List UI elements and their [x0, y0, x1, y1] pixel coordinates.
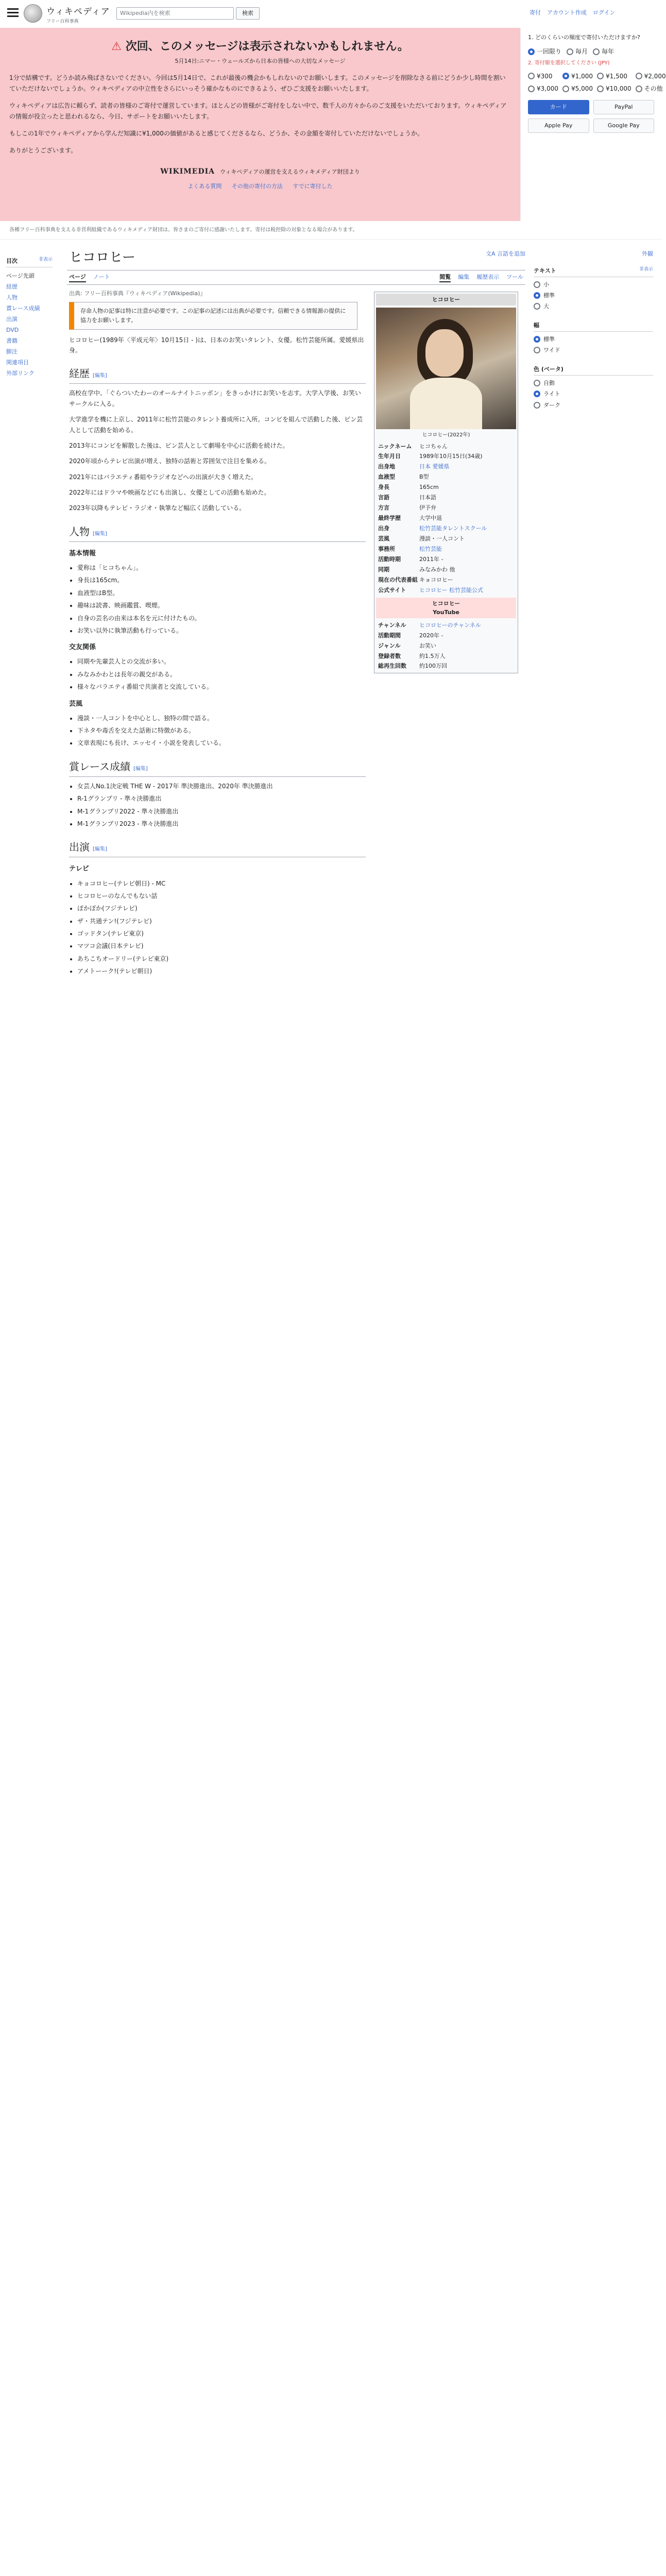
- infobox-row: チャンネル ヒコロヒーのチャンネル: [378, 621, 481, 629]
- color-block: [534, 365, 653, 409]
- donate-link[interactable]: 寄付: [530, 9, 541, 16]
- pay-paypal-button[interactable]: PayPal: [593, 100, 655, 114]
- infobox-row: 総再生回数 約100万回: [378, 663, 447, 670]
- list-item: • 趣味は読書、映画鑑賞、喫煙。: [77, 600, 366, 611]
- list-item: • みなみかわとは長年の親交がある。: [77, 669, 366, 680]
- amount-option[interactable]: ¥3,000: [528, 84, 558, 94]
- toc-item[interactable]: 経歴: [6, 283, 18, 291]
- bullet-list: [77, 878, 366, 977]
- text-option[interactable]: 標準: [534, 291, 653, 300]
- bullet-list: [77, 563, 366, 636]
- list-item: • ゴッドタン(テレビ東京): [77, 928, 366, 939]
- subsection-heading: 芸風: [69, 700, 83, 708]
- infobox-row: 活動期間 2020年 -: [378, 632, 443, 639]
- toc-item[interactable]: ページ先頭: [6, 273, 35, 280]
- create-account-link[interactable]: アカウント作成: [547, 9, 587, 16]
- infobox-row: 血液型 B型: [378, 473, 429, 481]
- search-input[interactable]: Wikipedia内を検索: [116, 7, 234, 20]
- list-item: • 身長は165cm。: [77, 575, 366, 585]
- section-heading: 人物 [編集]: [69, 523, 366, 542]
- already-donated-link[interactable]: すでに寄付した: [293, 182, 333, 190]
- toc-sidebar: [0, 242, 58, 379]
- youtube-section-title: ヒコロヒー YouTube: [376, 598, 516, 618]
- list-item: • ザ・共通テン!(フジテレビ): [77, 916, 366, 926]
- paragraph: 2020年頃からテレビ出演が増え、独特の話術と雰囲気で注目を集める。: [69, 457, 271, 465]
- amount-question: 2. 寄付額を選択してください (JPY): [528, 60, 610, 66]
- appearance-panel: [534, 242, 653, 420]
- personal-tools: [530, 8, 615, 17]
- list-item: • アメトーーク!(テレビ朝日): [77, 966, 366, 976]
- list-item: • お笑い以外に執筆活動も行っている。: [77, 625, 366, 636]
- tab-page[interactable]: ページ: [69, 273, 86, 282]
- wordmark[interactable]: ウィキペディア フリー百科事典: [46, 7, 110, 25]
- amount-option[interactable]: ¥2,000: [636, 72, 666, 81]
- width-option[interactable]: 標準: [534, 335, 653, 344]
- donate-form: [520, 28, 666, 221]
- toc-item[interactable]: DVD: [6, 327, 19, 334]
- infobox-row: 出身 松竹芸能タレントスクール: [378, 525, 487, 532]
- from-wikipedia: 出典: フリー百科事典『ウィキペディア(Wikipedia)』: [69, 290, 206, 297]
- pay-card-button[interactable]: カード: [528, 100, 589, 114]
- toc-item[interactable]: 書籍: [6, 337, 18, 345]
- text-option[interactable]: 大: [534, 302, 653, 311]
- infobox-row: 現在の代表番組 キョコロヒー: [378, 576, 453, 583]
- list-item: • R-1グランプリ - 準々決勝進出: [77, 793, 366, 804]
- page-title: ヒコロヒー: [67, 242, 525, 270]
- paragraph: 2021年にはバラエティ番組やラジオなどへの出演が大きく増えた。: [69, 473, 258, 481]
- text-option[interactable]: 小: [534, 280, 653, 289]
- toc-item[interactable]: 出演: [6, 316, 18, 323]
- toc-item[interactable]: 外部リンク: [6, 370, 35, 377]
- list-item: • M-1グランプリ2023 - 準々決勝進出: [77, 819, 366, 829]
- list-item: • 様々なバラエティ番組で共演者と交流している。: [77, 682, 366, 692]
- width-heading: 幅: [534, 321, 653, 332]
- list-item: • 漫談・一人コントを中心とし、独特の間で語る。: [77, 713, 366, 723]
- intro-paragraph: ヒコロヒー(1989年〈平成元年〉10月15日 - )は、日本のお笑いタレント、女優。松竹芸能所属。愛媛県出身。: [69, 336, 364, 354]
- faq-link[interactable]: よくある質問: [187, 182, 222, 190]
- banner-title: ⚠ 次回、このメッセージは表示されないかもしれません。: [111, 40, 409, 53]
- tab-history[interactable]: 履歴表示: [476, 274, 500, 281]
- list-item: • 女芸人No.1決定戦 THE W - 2017年 準決勝進出、2020年 準決勝進出: [77, 781, 366, 791]
- banner-paragraph: ウィキペディアは広告に頼らず、読者の皆様のご寄付で運営しています。ほとんどの皆様がご寄付をしない中で、数千人の方々からのご支援をいただいております。ウィキペディアの情報が役立ったと思われるなら、今日、サポートをお願いいたします。: [9, 102, 507, 121]
- section-heading: 賞レース成績 [編集]: [69, 758, 366, 777]
- freq-once[interactable]: 一回限り: [528, 47, 561, 57]
- tab-talk[interactable]: ノート: [93, 274, 110, 281]
- toc-item[interactable]: 関連項目: [6, 359, 29, 366]
- list-item: • 文章表現にも長け、エッセイ・小説を発表している。: [77, 738, 366, 748]
- infobox-row: 方言 伊予弁: [378, 504, 436, 512]
- bullet-list: [77, 656, 366, 692]
- infobox-row: 生年月日 1989年10月15日(34歳): [378, 453, 483, 460]
- list-item: • 同期や先輩芸人との交流が多い。: [77, 656, 366, 667]
- color-heading: 色 (ベータ): [534, 365, 653, 376]
- infobox-row: ニックネーム ヒコちゃん: [378, 443, 448, 450]
- infobox-row: ジャンル お笑い: [378, 642, 436, 649]
- toc-title: 目次 非表示: [6, 257, 53, 267]
- list-item: • ぽかぽか(フジテレビ): [77, 903, 366, 913]
- infobox-row: 公式サイト ヒコロヒー 松竹芸能公式: [378, 586, 484, 594]
- list-item: • 愛称は「ヒコちゃん」。: [77, 563, 366, 573]
- page-tabs: [67, 270, 525, 285]
- paragraph: 2022年にはドラマや映画などにも出演し、女優としての活動も始めた。: [69, 489, 270, 497]
- edit-link[interactable]: [編集]: [93, 531, 107, 537]
- list-item: • 血液型はB型。: [77, 588, 366, 598]
- paragraph: 2023年以降もテレビ・ラジオ・執筆など幅広く活動している。: [69, 504, 246, 512]
- other-ways-link[interactable]: その他の寄付の方法: [231, 182, 283, 190]
- pay-google-button[interactable]: Google Pay: [593, 118, 655, 133]
- maintenance-notice: 存命人物の記事は特に注意が必要です。この記事の記述には出典が必要です。信頼できる情報源の提供に協力をお願いします。: [69, 302, 357, 329]
- infobox-row: 芸風 漫談・一人コント: [378, 535, 465, 542]
- translate-icon: 文A: [485, 250, 496, 257]
- frequency-question: 1. どのくらいの頻度で寄付いただけますか?: [528, 34, 640, 41]
- subsection-heading: 交友関係: [69, 643, 96, 652]
- toc-item[interactable]: 脚注: [6, 348, 18, 355]
- toc-item[interactable]: 人物: [6, 294, 18, 301]
- amount-option[interactable]: ¥300: [528, 72, 558, 81]
- color-option[interactable]: ライト: [534, 389, 653, 398]
- banner-paragraph: ありがとうございます。: [9, 147, 77, 155]
- hide-button[interactable]: 非表示: [639, 267, 653, 273]
- portrait-image[interactable]: [376, 308, 516, 429]
- infobox-row: 身長 165cm: [378, 484, 439, 491]
- infobox-row: 活動時期 2011年 -: [378, 555, 443, 563]
- login-link[interactable]: ログイン: [592, 9, 616, 16]
- subsection-heading: 基本情報: [69, 549, 96, 557]
- list-item: • ヒコロヒーのなんでもない話: [77, 891, 366, 901]
- list-item: • 自身の芸名の由来は本名を元に付けたもの。: [77, 613, 366, 623]
- article-body: [67, 335, 366, 977]
- infobox-row: 同期 みなみかわ 他: [378, 566, 455, 573]
- payment-methods: [528, 100, 654, 133]
- infobox-row: 事務所 松竹芸能: [378, 545, 442, 552]
- language-button[interactable]: 文A 言語を追加: [485, 250, 525, 257]
- section-heading: 経歴 [編集]: [69, 365, 366, 384]
- width-block: [534, 321, 653, 354]
- amount-option[interactable]: ¥5,000: [562, 84, 593, 94]
- fundraising-banner: [0, 28, 520, 221]
- infobox-row: 言語 日本語: [378, 494, 436, 501]
- infobox-row: 最終学歴 大学中退: [378, 515, 442, 522]
- header: [0, 0, 661, 28]
- tab-read[interactable]: 閲覧: [439, 273, 451, 282]
- list-item: • あちこちオードリー(テレビ東京): [77, 954, 366, 964]
- toc-hide-button[interactable]: 非表示: [38, 257, 53, 262]
- frequency-options: [528, 47, 654, 57]
- search-button[interactable]: 検索: [236, 7, 260, 20]
- color-option[interactable]: 自動: [534, 379, 653, 387]
- tab-edit[interactable]: 編集: [458, 274, 470, 281]
- freq-monthly[interactable]: 毎月: [567, 47, 588, 57]
- wikimedia-wordmark: WIKIMEDIA ウィキペディアの運営を支えるウィキメディア財団より: [160, 167, 360, 176]
- list-item: • 下ネタや毒舌を交えた話術に特徴がある。: [77, 725, 366, 736]
- toc-item[interactable]: 賞レース成績: [6, 305, 40, 312]
- banner-subtitle: 5月14日:ニマー・ウェールズから日本の皆様への大切なメッセージ: [175, 58, 346, 65]
- donation-notice: 各種フリー百科事典を支える非営利組織であるウィキメディア財団は、皆さまのご寄付に感謝いたします。寄付は税控除の対象となる場合があります。: [0, 221, 661, 240]
- list-item: • キョコロヒー(テレビ朝日) - MC: [77, 878, 366, 889]
- banner-paragraph: もしこの1年でウィキペディアから学んだ知識に¥1,000の価値があると感じてくださるなら、どうか、その金額を寄付していただけないでしょうか。: [9, 130, 423, 138]
- banner-links: [9, 182, 511, 191]
- banner-paragraph: 1分で結構です。どうか読み飛ばさないでください。今回は5月14日で、これが最後の機会かもしれないのでお願いします。このメッセージを削除なさる前にどうか少し時間を割いていただけないでしょうか。ウィキペディアの中立性をさらにいっそう確かなものにできるよう、ぜひご支援をお願いいたします。: [9, 74, 506, 93]
- image-caption: ヒコロヒー(2022年): [422, 432, 470, 438]
- wikipedia-logo[interactable]: [24, 4, 42, 23]
- appearance-toggle[interactable]: 外観: [642, 250, 653, 257]
- width-option[interactable]: ワイド: [534, 346, 653, 354]
- paragraph: 高校在学中、「ぐらついたわーのオールナイトニッポン」をきっかけにお笑いを志す。大学入学後、お笑いサークルに入る。: [69, 389, 361, 408]
- subsection-heading: テレビ: [69, 865, 89, 873]
- amount-option[interactable]: ¥1,500: [597, 72, 631, 81]
- infobox-title: ヒコロヒー: [376, 294, 516, 306]
- bullet-list: [77, 713, 366, 749]
- paragraph: 大学進学を機に上京し、2011年に松竹芸能のタレント養成所に入所。コンビを組んで活動した後、ピン芸人として活動を始める。: [69, 416, 363, 434]
- color-option[interactable]: ダーク: [534, 401, 653, 410]
- freq-yearly[interactable]: 毎年: [593, 47, 614, 57]
- pay-apple-button[interactable]: Apple Pay: [528, 118, 589, 133]
- menu-icon[interactable]: [7, 8, 19, 18]
- edit-link[interactable]: [編集]: [133, 766, 148, 772]
- section-heading: 出演 [編集]: [69, 838, 366, 857]
- list-item: • マツコ会議(日本テレビ): [77, 941, 366, 951]
- edit-link[interactable]: [編集]: [93, 846, 107, 853]
- infobox-row: 出身地 日本 愛媛県: [378, 463, 450, 470]
- bullet-list: [77, 781, 366, 829]
- tab-tools[interactable]: ツール: [506, 274, 523, 281]
- paragraph: 2013年にコンビを解散した後は、ピン芸人として劇場を中心に活動を続けた。: [69, 442, 289, 449]
- infobox: [374, 292, 518, 673]
- amount-option[interactable]: ¥10,000: [597, 84, 631, 94]
- amount-option[interactable]: ¥1,000: [562, 72, 593, 81]
- list-item: • M-1グランプリ2022 - 準々決勝進出: [77, 806, 366, 817]
- amount-option[interactable]: その他: [636, 84, 666, 94]
- edit-link[interactable]: [編集]: [93, 373, 107, 379]
- text-size-block: [534, 266, 653, 311]
- text-heading: テキスト 非表示: [534, 266, 653, 277]
- amount-options: [528, 72, 666, 94]
- infobox-row: 登録者数 約1.5万人: [378, 652, 446, 659]
